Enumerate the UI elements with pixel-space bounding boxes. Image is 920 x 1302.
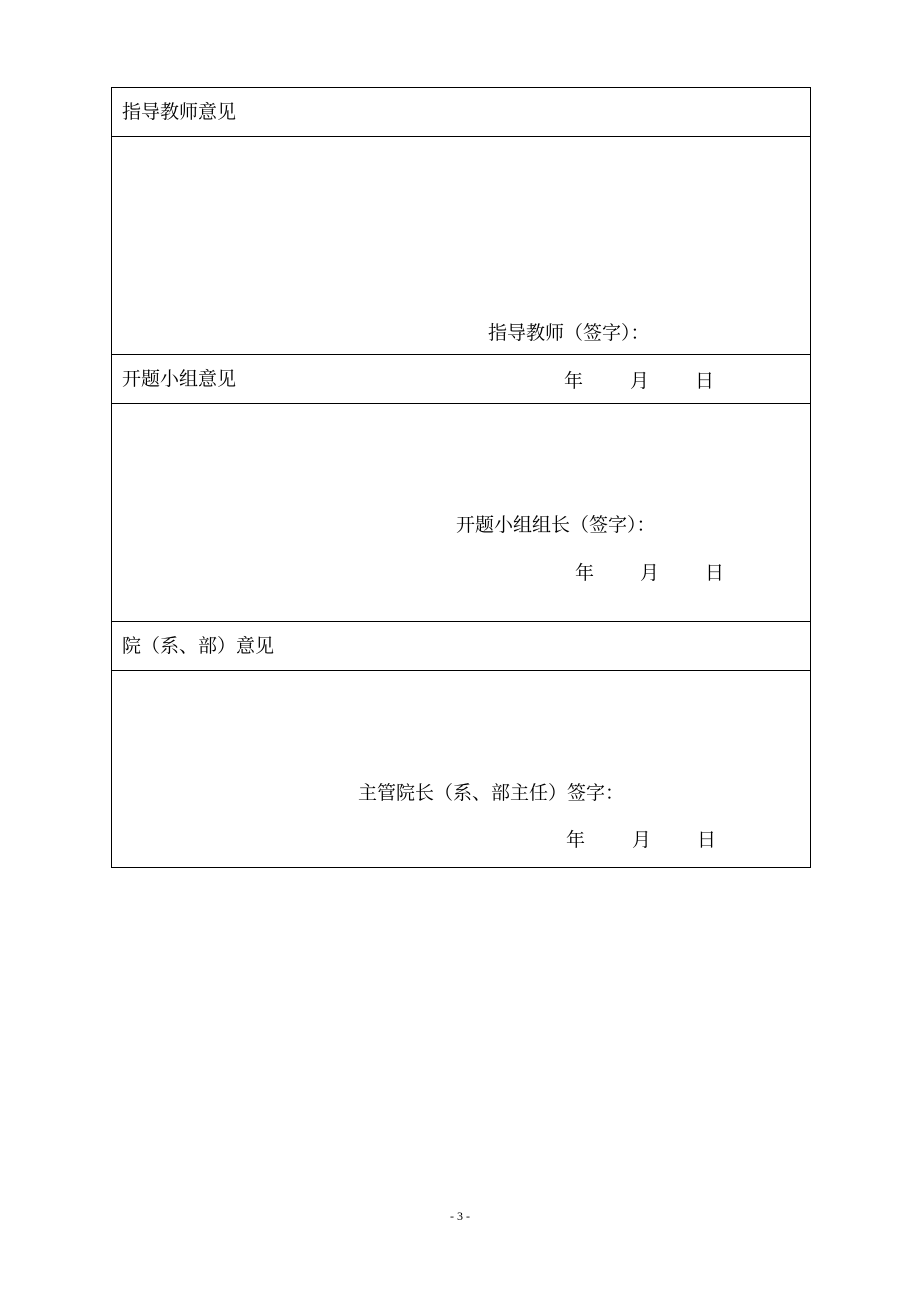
panel-date-day: 日 [705, 562, 725, 584]
department-date-day: 日 [697, 829, 717, 851]
panel-date-year: 年 [575, 562, 595, 584]
department-date-year: 年 [566, 829, 586, 851]
panel-date-month: 月 [640, 562, 660, 584]
advisor-date-day: 日 [695, 370, 715, 392]
advisor-signature-label: 指导教师（签字）： [488, 322, 650, 344]
opinion-form-table [111, 87, 811, 868]
department-opinion-title: 院（系、部）意见 [122, 635, 275, 657]
department-opinion-header [112, 622, 810, 671]
panel-opinion-title: 开题小组意见 [122, 368, 237, 390]
dean-signature-label: 主管院长（系、部主任）签字： [358, 782, 625, 804]
page-number: - 3 - [450, 1209, 470, 1223]
panel-opinion-header [112, 355, 810, 404]
advisor-opinion-header [112, 88, 810, 137]
advisor-date-month: 月 [630, 370, 650, 392]
panel-opinion-body[interactable] [112, 404, 810, 622]
panel-leader-signature-label: 开题小组组长（签字）： [456, 514, 656, 536]
advisor-date-year: 年 [564, 370, 584, 392]
department-opinion-body[interactable] [112, 671, 810, 867]
advisor-opinion-title: 指导教师意见 [122, 101, 237, 123]
department-date-month: 月 [632, 829, 652, 851]
